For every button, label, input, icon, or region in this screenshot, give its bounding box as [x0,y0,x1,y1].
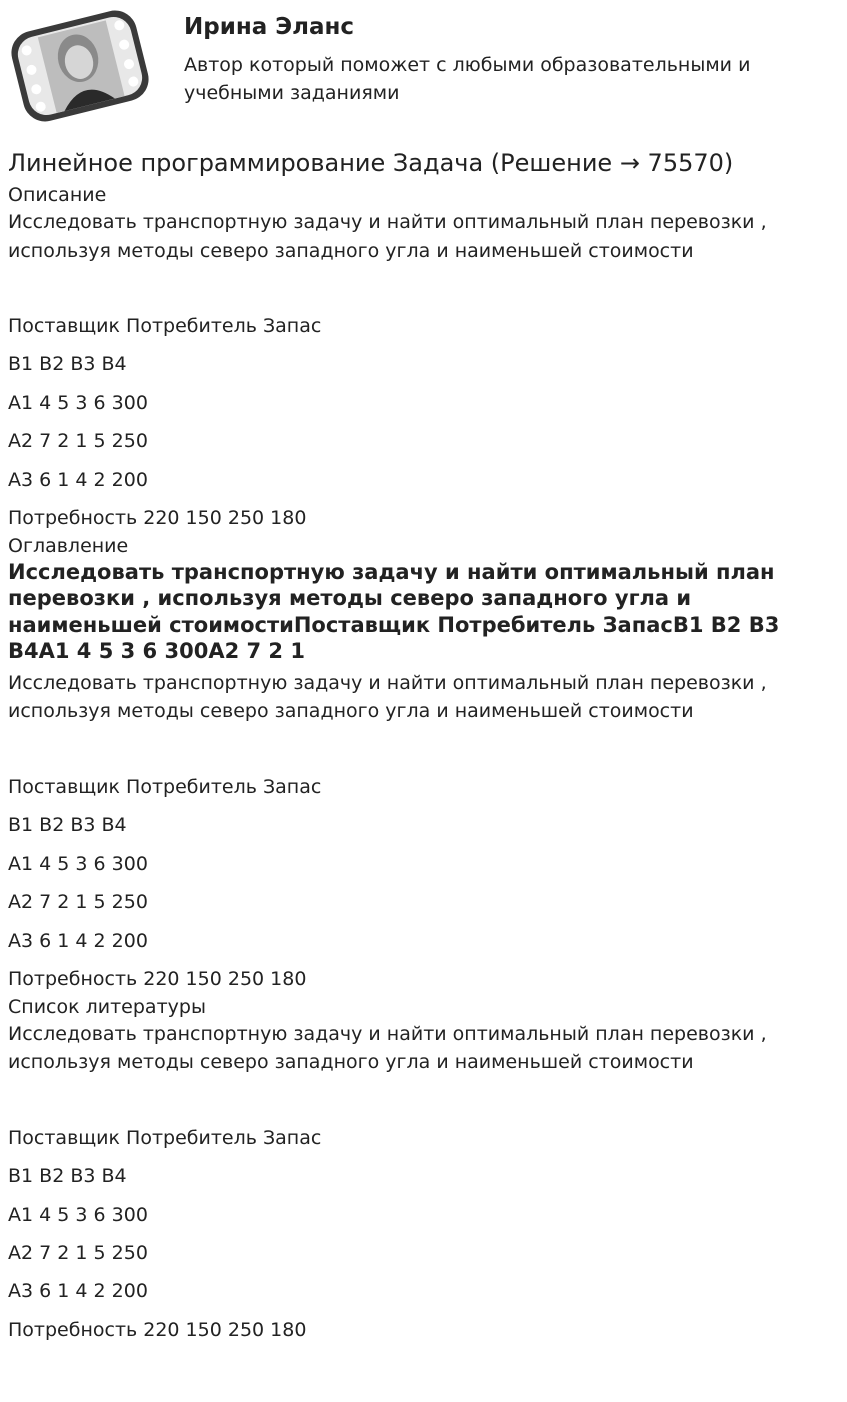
task-line: A1 4 5 3 6 300 [8,1203,148,1226]
task-intro: Исследовать транспортную задачу и найти оптимальный план перевозки , используя методы северо западного угла и наименьшей стоимости [8,1022,767,1074]
section-label-references: Список литературы [8,995,206,1018]
task-line: A2 7 2 1 5 250 [8,430,148,453]
author-description: Автор который поможет с любыми образовательными и учебными заданиями [184,54,751,104]
task-line: B1 B2 B3 B4 [8,1165,127,1188]
task-line: Потребность 220 150 250 180 [8,967,307,990]
task-line: A2 7 2 1 5 250 [8,891,148,914]
task-line: A2 7 2 1 5 250 [8,1242,148,1265]
task-line: Потребность 220 150 250 180 [8,1318,307,1341]
task-line: Поставщик Потребитель Запас [8,775,322,798]
toc-section [8,534,838,992]
task-line: A3 6 1 4 2 200 [8,929,148,952]
task-line: A3 6 1 4 2 200 [8,1280,148,1303]
section-label-description: Описание [8,184,107,206]
author-avatar [8,6,152,126]
description-section [8,183,838,531]
author-name: Ирина Эланс [184,14,355,40]
author-header [8,6,838,128]
references-section [8,995,838,1343]
task-line: A3 6 1 4 2 200 [8,468,148,491]
task-line: B1 B2 B3 B4 [8,353,127,376]
task-line: A1 4 5 3 6 300 [8,391,148,414]
main-content [8,146,838,1346]
task-intro: Исследовать транспортную задачу и найти оптимальный план перевозки , используя методы северо западного угла и наименьшей стоимости [8,211,767,262]
task-intro: Исследовать транспортную задачу и найти оптимальный план перевозки , используя методы северо западного угла и наименьшей стоимости [8,671,767,723]
task-line: A1 4 5 3 6 300 [8,852,148,875]
task-line: B1 B2 B3 B4 [8,814,127,837]
task-line: Потребность 220 150 250 180 [8,506,307,529]
task-line: Поставщик Потребитель Запас [8,315,322,337]
toc-heading: Исследовать транспортную задачу и найти оптимальный план перевозки , используя методы северо западного угла и наименьшей стоимостиПоставщик Потребитель ЗапасB1 B2 B3 B4A1 4 5 3 6 300A2 7 2 1 [8,559,780,664]
section-label-toc: Оглавление [8,534,129,557]
task-line: Поставщик Потребитель Запас [8,1126,322,1149]
page-title: Линейное программирование Задача (Решение → 75570) [8,149,734,177]
